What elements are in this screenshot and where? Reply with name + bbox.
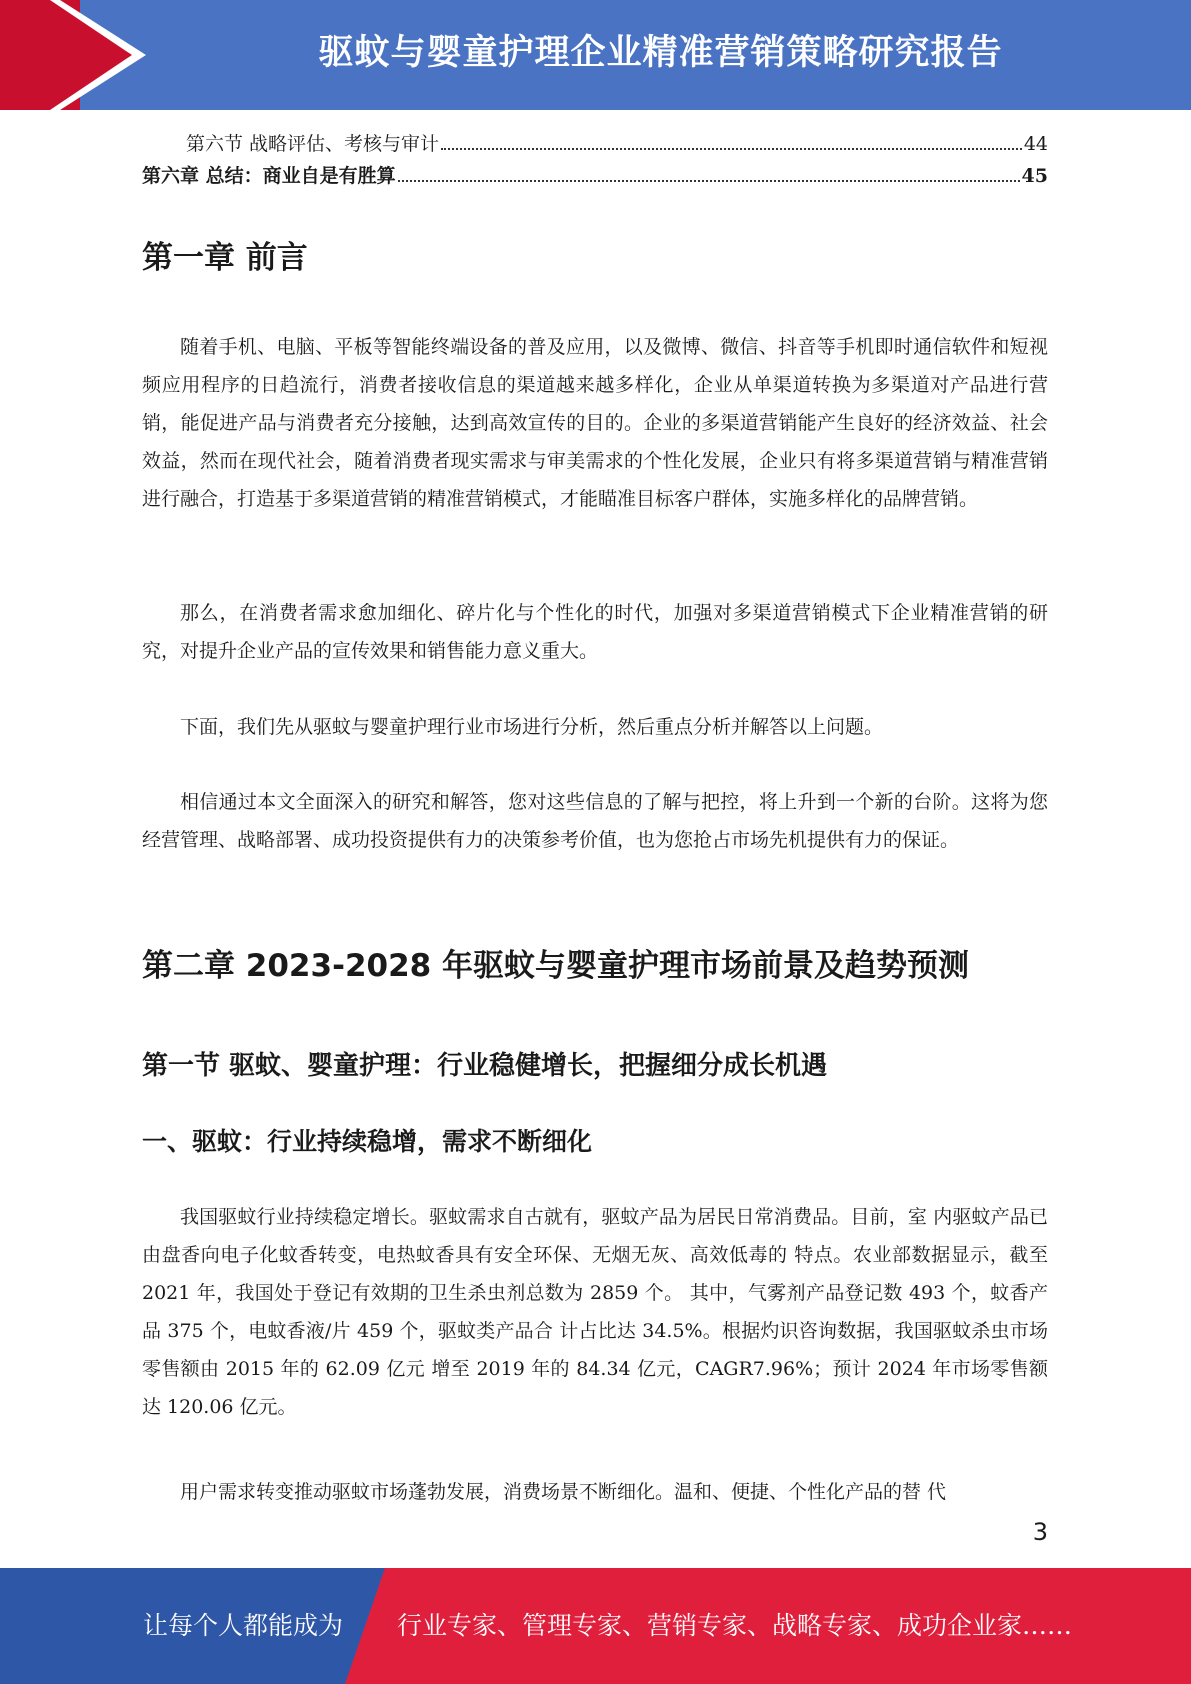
report-title: 驱蚊与婴童护理企业精准营销策略研究报告 <box>318 33 1003 73</box>
chapter-1-paragraph: 相信通过本文全面深入的研究和解答，您对这些信息的了解与把控，将上升到一个新的台阶。这将为您经营管理、战略部署、成功投资提供有力的决策参考价值，也为您抢占市场先机提供有力的保证。 <box>142 791 1048 851</box>
chapter-1-paragraph: 下面，我们先从驱蚊与婴童护理行业市场进行分析，然后重点分析并解答以上问题。 <box>180 716 884 738</box>
toc-leader-dots <box>398 180 1020 182</box>
toc-entry-page: 44 <box>1023 133 1048 155</box>
chapter-2-paragraph: 我国驱蚊行业持续稳定增长。驱蚊需求自古就有，驱蚊产品为居民日常消费品。目前，室 内驱蚊产品已由盘香向电子化蚊香转变，电热蚊香具有安全环保、无烟无灰、高效低毒的 特点。农业部数据显示，截至 2021 年，我国处于登记有效期的卫生杀虫剂总数为 2859 个。 其中，气雾剂产品登记数 493 个，蚊香产品 375 个，电蚊香液/片 459 个，驱蚊类产品合 计占比达 34.5%。根据灼识咨询数据，我国驱蚊杀虫市场零售额由 2015 年的 62.09 亿元 增至 2019 年的 84.34 亿元，CAGR7.96%；预计 2024 年市场零售额达 120.06 亿元。 <box>142 1206 1048 1418</box>
footer-slogan-right: 行业专家、管理专家、营销专家、战略专家、成功企业家…… <box>397 1611 1073 1640</box>
section-title: 第一节 驱蚊、婴童护理：行业稳健增长，把握细分成长机遇 <box>142 1051 828 1081</box>
page-number: 3 <box>1032 1518 1048 1546</box>
page-footer <box>0 1568 1191 1684</box>
chapter-2-title: 第二章 2023-2028 年驱蚊与婴童护理市场前景及趋势预测 <box>142 948 970 984</box>
chapter-1-title: 第一章 前言 <box>142 240 308 276</box>
chapter-1-paragraph: 随着手机、电脑、平板等智能终端设备的普及应用，以及微博、微信、抖音等手机即时通信软件和短视频应用程序的日趋流行，消费者接收信息的渠道越来越多样化，企业从单渠道转换为多渠道对产品进行营销，能促进产品与消费者充分接触，达到高效宣传的目的。企业的多渠道营销能产生良好的经济效益、社会效益，然而在现代社会，随着消费者现实需求与审美需求的个性化发展，企业只有将多渠道营销与精准营销进行融合，打造基于多渠道营销的精准营销模式，才能瞄准目标客户群体，实施多样化的品牌营销。 <box>142 336 1048 510</box>
page-content <box>142 128 1048 1503</box>
toc-entry[interactable] <box>142 160 1048 192</box>
footer-slogan-left: 让每个人都能成为 <box>143 1611 344 1640</box>
page-header <box>0 0 1191 110</box>
toc-entry-label: 第六节 战略评估、考核与审计 <box>186 133 440 155</box>
header-arrow-icon <box>0 0 150 110</box>
toc-entry-page: 45 <box>1021 165 1048 187</box>
toc-entry[interactable] <box>142 128 1048 160</box>
subsection-title: 一、驱蚊：行业持续稳增，需求不断细化 <box>142 1127 593 1156</box>
chapter-2-paragraph: 用户需求转变推动驱蚊市场蓬勃发展，消费场景不断细化。温和、便捷、个性化产品的替 代 <box>180 1481 947 1503</box>
toc-entry-label: 第六章 总结：商业自是有胜算 <box>142 165 396 187</box>
toc-leader-dots <box>441 148 1022 150</box>
chapter-1-paragraph: 那么，在消费者需求愈加细化、碎片化与个性化的时代，加强对多渠道营销模式下企业精准营销的研究，对提升企业产品的宣传效果和销售能力意义重大。 <box>142 602 1048 662</box>
